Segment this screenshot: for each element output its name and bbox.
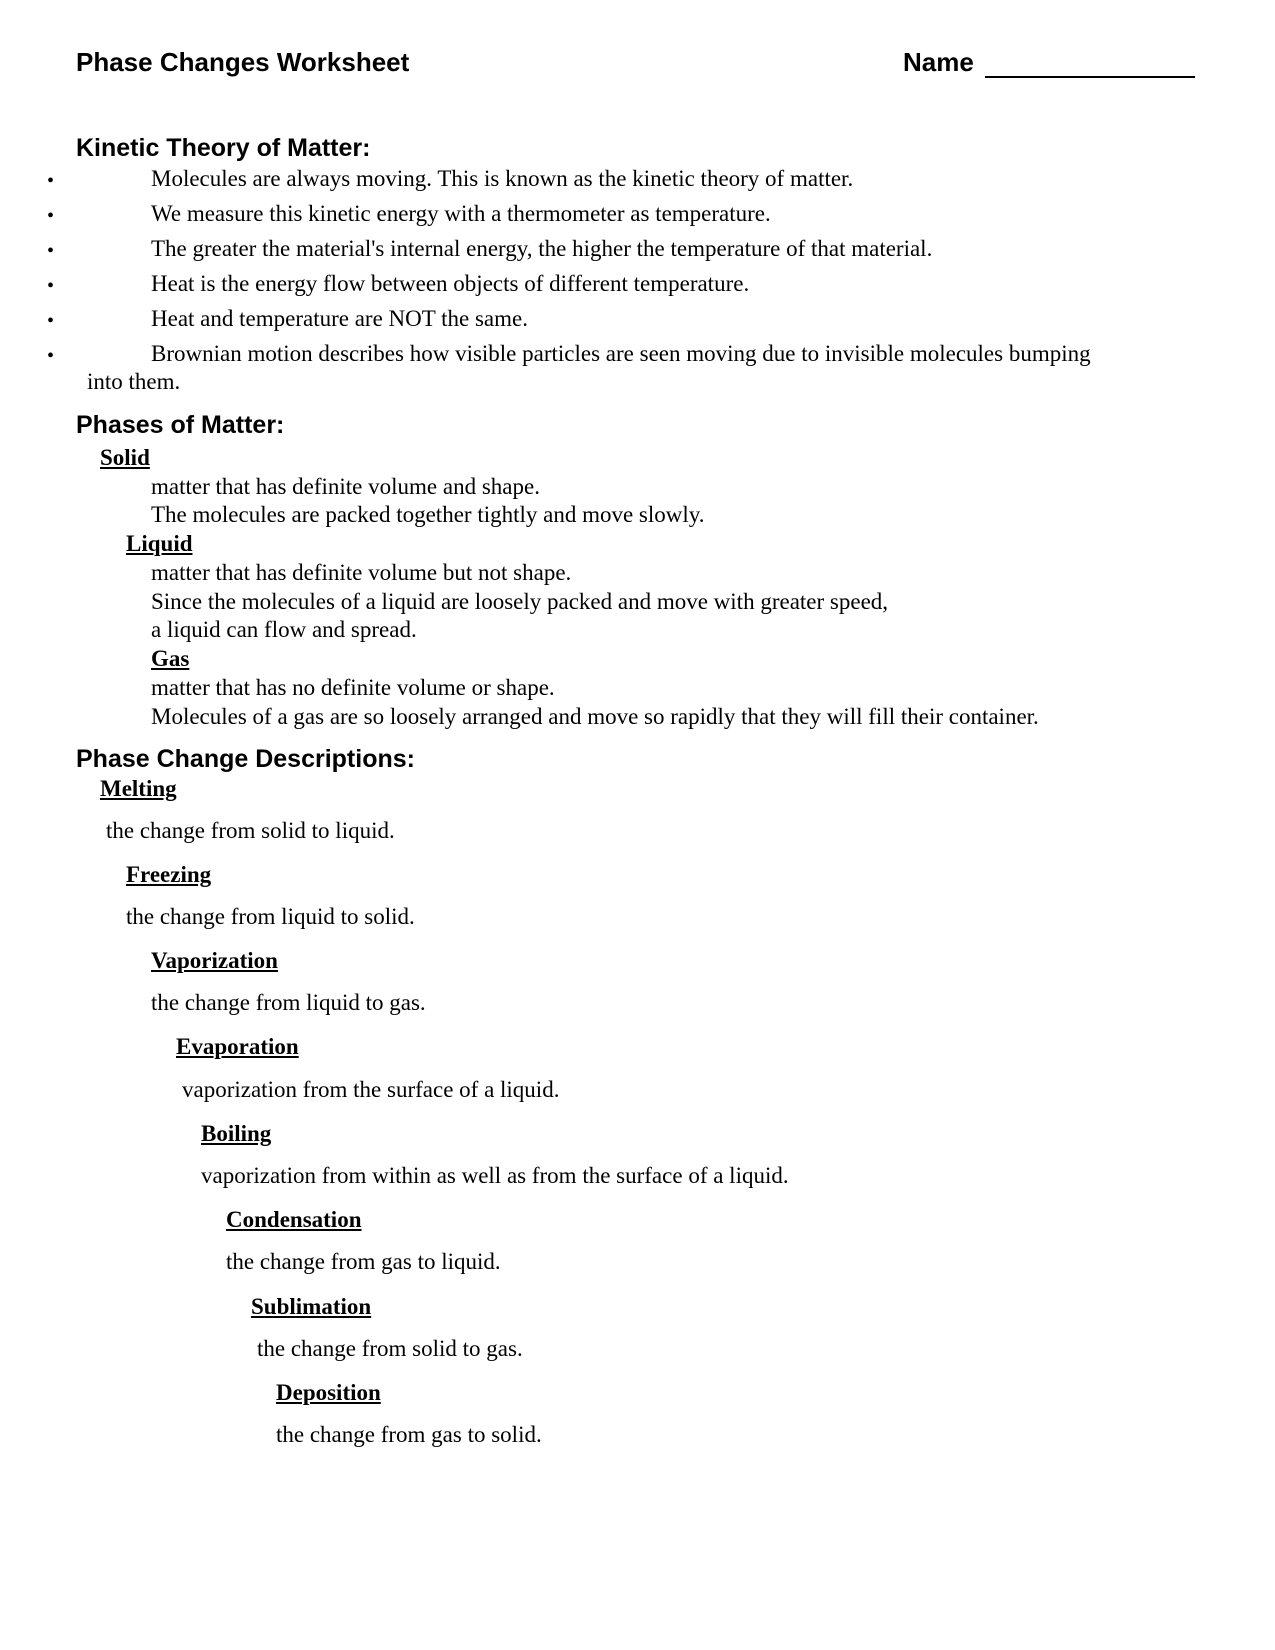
- solid-definition: matter that has definite volume and shape.: [151, 474, 540, 499]
- bullet-text: Heat is the energy flow between objects of different temperature.: [151, 271, 750, 296]
- gas-term: Gas: [151, 646, 190, 671]
- sublimation-term: Sublimation: [251, 1294, 372, 1319]
- deposition-definition: the change from gas to solid.: [276, 1422, 542, 1447]
- bullet-icon: •: [47, 240, 55, 262]
- solid-description: The molecules are packed together tightly and move slowly.: [151, 502, 705, 527]
- list-item: [0, 341, 1275, 393]
- bullet-icon: •: [47, 275, 55, 297]
- phases-of-matter-heading: Phases of Matter:: [76, 411, 285, 439]
- bullet-text: The greater the material's internal energy, the higher the temperature of that material.: [151, 236, 933, 261]
- list-item: [0, 166, 1275, 201]
- bullet-text: Molecules are always moving. This is known as the kinetic theory of matter.: [151, 166, 854, 191]
- condensation-term: Condensation: [226, 1207, 362, 1232]
- melting-definition: the change from solid to liquid.: [106, 818, 395, 843]
- liquid-term: Liquid: [126, 531, 193, 556]
- bullet-icon: •: [47, 310, 55, 332]
- gas-description: Molecules of a gas are so loosely arranged and move so rapidly that they will fill their container.: [151, 704, 1039, 729]
- gas-definition: matter that has no definite volume or shape.: [151, 675, 555, 700]
- solid-term: Solid: [100, 445, 150, 470]
- bullet-text: We measure this kinetic energy with a thermometer as temperature.: [151, 201, 771, 226]
- vaporization-definition: the change from liquid to gas.: [151, 990, 426, 1015]
- bullet-icon: •: [47, 170, 55, 192]
- phase-change-descriptions-heading: Phase Change Descriptions:: [76, 745, 415, 773]
- deposition-term: Deposition: [276, 1380, 381, 1405]
- freezing-term: Freezing: [126, 862, 212, 887]
- vaporization-term: Vaporization: [151, 948, 278, 973]
- kinetic-theory-list: [0, 166, 1275, 393]
- evaporation-definition: vaporization from the surface of a liquid.: [182, 1077, 560, 1102]
- bullet-text-continuation: into them.: [87, 369, 181, 394]
- boiling-definition: vaporization from within as well as from the surface of a liquid.: [201, 1163, 789, 1188]
- bullet-text: Brownian motion describes how visible particles are seen moving due to invisible molecules bumping: [151, 341, 1091, 366]
- boiling-term: Boiling: [201, 1121, 272, 1146]
- condensation-definition: the change from gas to liquid.: [226, 1249, 501, 1274]
- freezing-definition: the change from liquid to solid.: [126, 904, 415, 929]
- melting-term: Melting: [100, 776, 177, 801]
- kinetic-theory-heading: Kinetic Theory of Matter:: [76, 134, 371, 162]
- bullet-icon: •: [47, 345, 55, 367]
- bullet-text: Heat and temperature are NOT the same.: [151, 306, 528, 331]
- name-blank-line[interactable]: [985, 76, 1195, 78]
- list-item: [0, 306, 1275, 341]
- liquid-definition: matter that has definite volume but not shape.: [151, 560, 572, 585]
- worksheet-title: Phase Changes Worksheet: [76, 47, 410, 77]
- list-item: [0, 236, 1275, 271]
- liquid-description: Since the molecules of a liquid are loosely packed and move with greater speed,: [151, 589, 889, 614]
- name-label: Name: [903, 47, 974, 77]
- bullet-icon: •: [47, 205, 55, 227]
- list-item: [0, 271, 1275, 306]
- liquid-description-continued: a liquid can flow and spread.: [151, 617, 417, 642]
- list-item: [0, 201, 1275, 236]
- sublimation-definition: the change from solid to gas.: [257, 1336, 523, 1361]
- evaporation-term: Evaporation: [176, 1034, 299, 1059]
